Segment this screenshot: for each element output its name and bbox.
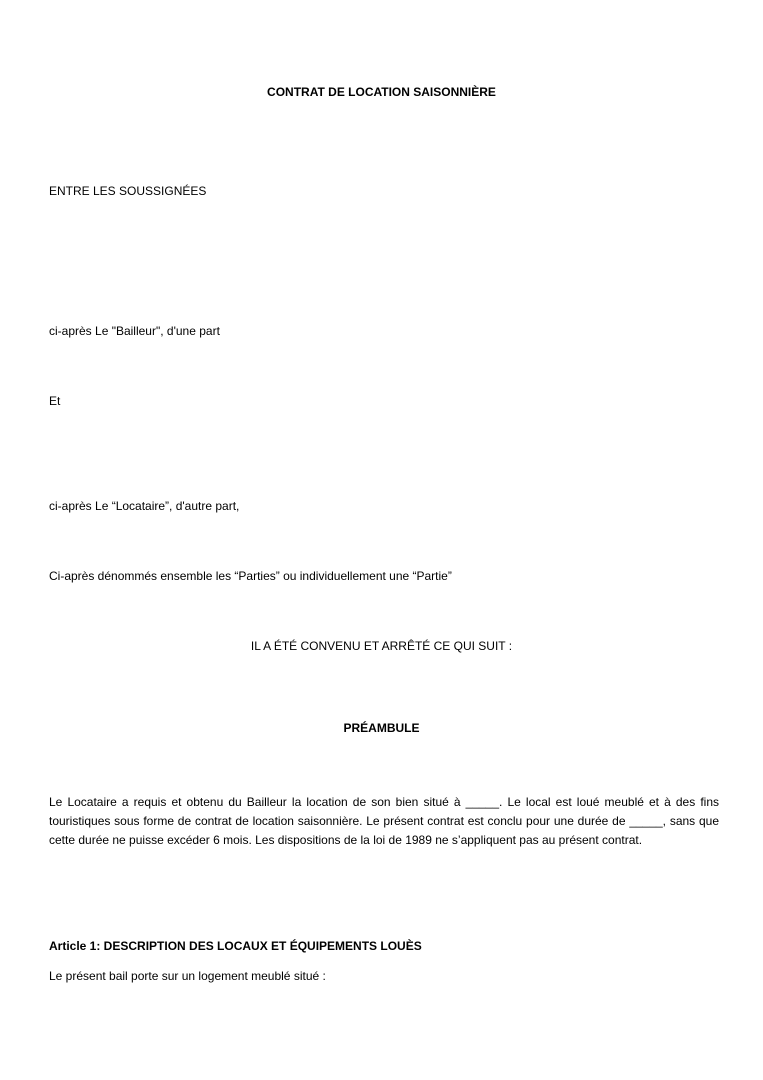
article-1-heading: Article 1: DESCRIPTION DES LOCAUX ET ÉQUIPEMENTS LOUÈS (49, 939, 422, 953)
preamble-heading: PRÉAMBULE (343, 721, 420, 735)
between-heading: ENTRE LES SOUSSIGNÉES (49, 184, 207, 198)
document-title: CONTRAT DE LOCATION SAISONNIÈRE (267, 85, 496, 99)
parties-line: Ci-après dénommés ensemble les “Parties” ou individuellement une “Partie” (49, 569, 452, 583)
article-1-text: Le présent bail porte sur un logement meublé situé : (49, 969, 326, 983)
locataire-line: ci-après Le “Locataire”, d'autre part, (49, 499, 240, 513)
preamble-paragraph: Le Locataire a requis et obtenu du Bailleur la location de son bien situé à _____. Le local est loué meublé et à des fins touristiques sous forme de contrat de location saisonnière. Le présent contrat est conclu pour une durée de _____, sans que cette durée ne puisse excéder 6 mois. Les dispositions de la loi de 1989 ne s’appliquent pas au présent contrat. (49, 795, 719, 847)
bailleur-line: ci-après Le "Bailleur", d'une part (49, 324, 220, 338)
agreed-line: IL A ÉTÉ CONVENU ET ARRÊTÉ CE QUI SUIT : (250, 639, 513, 653)
and-line: Et (49, 394, 61, 408)
